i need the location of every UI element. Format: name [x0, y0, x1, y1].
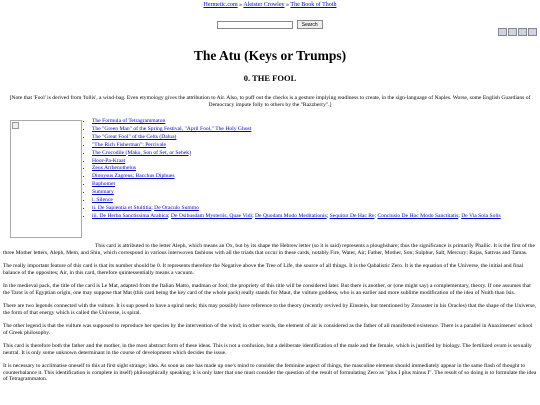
paragraph: This card is therefore both the father and the mother, in the most abstract form of these ideas. This is not a confusion, but a deliberate identification of the male and the female, which is justified by biology. The fertilized ovum is sexually neutral. It is only some unknown determinant in the course of development which decides the issue.	[3, 343, 532, 356]
paragraph: It is necessary to acclimatise oneself to this at first sight strange; idea. As soon as one has made up one's mind to consider the feminine aspect of things, the masculine element should immediately appear in the same flash of thought to counterbalance it. This identification is complete in itself) philosophically speaking; it is only later that one must consider the question of the result of formulating Zero as "plus I plus minus I". The result of so doing is to formulate the idea of Tetragrammaton.	[3, 363, 537, 383]
breadcrumb-link-crowley[interactable]: Aleister Crowley	[243, 2, 285, 8]
toc-item	[92, 142, 540, 150]
toc-item	[92, 158, 540, 166]
paragraph: The really important feature of this card is that its number should be 0. It represents therefore the Negative above the Tree of Life, the source of all things. It is the Qabalistic Zero. It is the equation of the Universe, the initial and final balance of the opposites; Air, in this card, therefore quintessentially means a vacuum.	[3, 263, 524, 276]
toc-item	[92, 134, 540, 142]
toc-link[interactable]: Summary	[92, 189, 114, 196]
flag-icon[interactable]	[498, 28, 507, 36]
search-input[interactable]	[217, 21, 293, 29]
toc-item	[92, 173, 540, 181]
intro-note: [Note that 'Fool' is derived from 'follis', a wind-bag. Even etymology gives the attribution to Air. Also, to puff out the checks is a gesture implying readiness to create, in the sign-language of Naples. Worse, some English Guardians of Democracy impute folly to others by the "Razzberry".]	[9, 95, 531, 108]
toc-link[interactable]: De Oraculo Summo	[154, 204, 199, 211]
toc-link[interactable]: Sequitur De Hac Re	[329, 212, 375, 219]
breadcrumb	[0, 2, 540, 9]
toc-link[interactable]: The "Great Fool" of the Celts (Dalua)	[92, 133, 177, 140]
table-of-contents	[84, 118, 540, 221]
article-body	[3, 243, 537, 390]
toc-link[interactable]: The Crocodile (Mako, Son of Set, or Sebek)	[92, 149, 191, 156]
paragraph: There are two legends connected with the vulture. It is sup posed to have a spiral neck; this may possibly have reference to the theory (recently revived by Einstein, but mentioned by Zoroaster in his Oracles) that the shape of the Universe, the form of that energy which is called the Universe, is spiral.	[3, 303, 537, 316]
broken-image-icon	[12, 122, 19, 129]
flag-icon[interactable]	[518, 28, 527, 36]
section-title: 0. THE FOOL	[243, 73, 297, 83]
card-image	[10, 120, 82, 238]
toc-link[interactable]: "The Rich Fisherman": Percivale	[92, 141, 167, 148]
toc-item: • iii. De Herba Sanctissima Arabica; De Osibusdam Mysteriis, Quae Vidi; De Quodam Modo Meditationis; Sequitur De Hac Re; Conclusio De Hoc Modo Sanctitatis; De Via Sola Solis	[92, 213, 540, 221]
toc-link[interactable]: Baphomet	[92, 181, 115, 188]
toc-link[interactable]: De Quodam Modo Meditationis	[255, 212, 327, 219]
breadcrumb-link-thoth[interactable]: The Book of Thoth	[290, 2, 337, 8]
toc-link[interactable]: Conclusio De Hoc Modo Sanctitatis	[377, 212, 459, 219]
search-bar	[0, 20, 540, 29]
toc-item: • ii. De Sapientia et Stultitia; De Oraculo Summo	[92, 205, 540, 213]
toc-item	[92, 181, 540, 189]
toc-link[interactable]: Dionysus Zagreus; Bacchus Diphues	[92, 173, 175, 180]
language-flags	[498, 28, 537, 36]
page-title: The Atu (Keys or Trumps)	[193, 48, 347, 63]
toc-item	[92, 118, 540, 126]
flag-icon[interactable]	[528, 28, 537, 36]
toc-link[interactable]: ii. De Sapientia et Stultitia	[92, 204, 152, 211]
toc-item	[92, 197, 540, 205]
toc-item	[92, 150, 540, 158]
toc-link[interactable]: iii. De Herba Sanctissima Arabica	[92, 212, 168, 219]
toc-link[interactable]: Zeus Arrhenothelus	[92, 165, 136, 172]
breadcrumb-separator: »	[286, 2, 289, 8]
toc-item	[92, 165, 540, 173]
flag-icon[interactable]	[508, 28, 517, 36]
search-button[interactable]: Search	[297, 20, 323, 29]
breadcrumb-link-home[interactable]: Hermetic.com	[203, 2, 238, 8]
toc-link[interactable]: The Formula of Tetragrammaton	[92, 118, 166, 124]
toc-link[interactable]: De Osibusdam Mysteriis, Quae Vidi	[170, 212, 253, 219]
paragraph: This card is attributed to the letter Aleph, which means an Ox, but by its shape the Hebrew letter (so it is said) represents a ploughshare; thus the significance is primarily Phallic. It is the first of the three Mother letters, Aleph, Mem, and Shin, which correspond in various interwoven fashions with all the triads that occur in these cards, notably Fire, Water, Air; Father, Mother, Son; Sulphur, Salt, Mercury; Rajas, Sattvas and Tamas.	[3, 243, 535, 256]
toc-item	[92, 189, 540, 197]
paragraph: In the medieval pack, the title of the card is Le Mat, adapted from the Italian Matto, madman or fool; the propriety of this title will be considered later. But there is another, or (one might say) a complementary, theory. If one assumes that the Tarot is of Egyptian origin, one may suppose that Mat (this card being the key card of the whole pack) really stands for Maut, the vulture goddess, who is an earlier and more sublime modification of the idea of Nuith than Isis.	[3, 283, 531, 296]
toc-item	[92, 126, 540, 134]
toc-link[interactable]: Hoor-Pa-Kraat	[92, 157, 126, 164]
paragraph: The other legend is that the vulture was supposed to reproduce her species by the intervention of the wind; in other words, the element of air is considered as the father of all manifested existence. There is a parallel in Anaximenes' school of Greek philosophy.	[3, 323, 533, 336]
toc-link[interactable]: De Via Sola Solis	[461, 212, 501, 219]
toc-link[interactable]: The "Green Man" of the Spring Festival, "April Fool," The Holy Ghost	[92, 125, 252, 132]
toc-link[interactable]: i. Silence	[92, 197, 113, 204]
breadcrumb-separator: »	[239, 2, 243, 8]
